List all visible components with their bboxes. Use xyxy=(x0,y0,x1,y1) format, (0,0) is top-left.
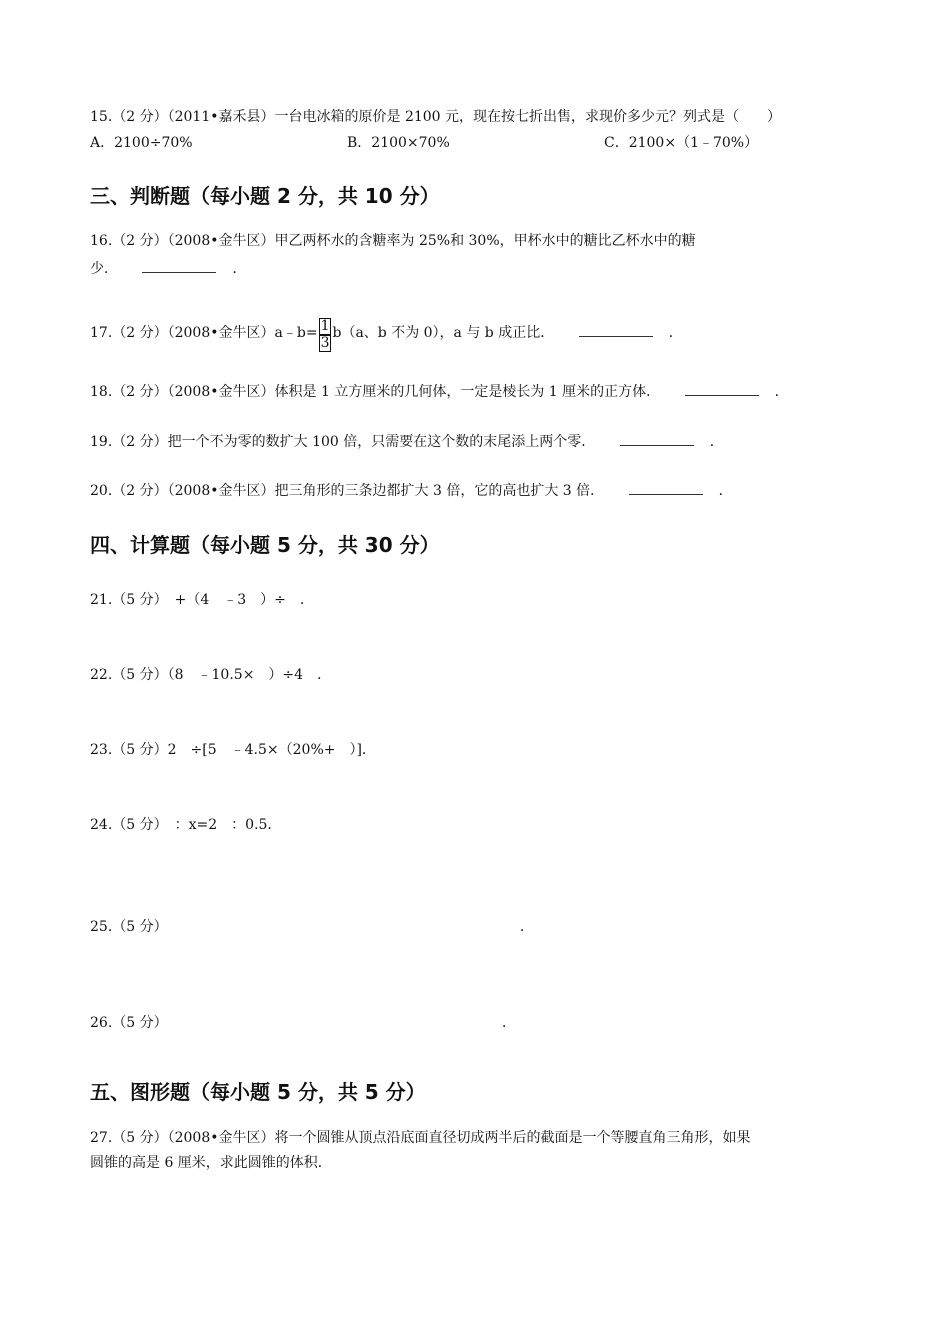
question-17 xyxy=(90,316,683,350)
question-18 xyxy=(90,382,789,401)
question-17-post: b（a、b 不为 0），a 与 b 成正比． xyxy=(332,325,555,341)
fraction-denominator: 3 xyxy=(320,335,330,351)
question-26-period: ． xyxy=(502,1015,516,1031)
section-4-heading: 四、计算题（每小题 5 分，共 30 分） xyxy=(90,533,440,557)
question-23: 23.（5 分）2 ÷[5 ﹣4.5×（20%+ ）]． xyxy=(90,742,376,758)
question-15-text: 15.（2 分）（2011•嘉禾县）一台电冰箱的原价是 2100 元，现在按七折出售，求现价多少元？列式是（ ） xyxy=(90,109,782,125)
answer-blank[interactable] xyxy=(620,432,694,446)
question-20 xyxy=(90,481,733,500)
answer-blank[interactable] xyxy=(142,259,216,273)
question-25-period: ． xyxy=(520,919,534,935)
answer-blank[interactable] xyxy=(685,382,759,396)
question-15-option-b: B．2100×70% xyxy=(347,135,450,151)
question-26: 26.（5 分） xyxy=(90,1015,168,1031)
period: ． xyxy=(709,434,724,450)
question-27-line1: 27.（5 分）（2008•金牛区）将一个圆锥从顶点沿底面直径切成两半后的截面是一个等腰直角三角形，如果 xyxy=(90,1130,751,1146)
fraction-numerator: 1 xyxy=(320,318,330,334)
question-19 xyxy=(90,432,724,451)
period: ． xyxy=(774,384,789,400)
question-21: 21.（5 分） +（4 ﹣3 ）÷ ． xyxy=(90,592,314,608)
section-3-heading: 三、判断题（每小题 2 分，共 10 分） xyxy=(90,184,440,208)
question-16-line1: 16.（2 分）（2008•金牛区）甲乙两杯水的含糖率为 25%和 30%，甲杯水中的糖比乙杯水中的糖 xyxy=(90,233,696,249)
question-25: 25.（5 分） xyxy=(90,919,168,935)
period: ． xyxy=(232,261,247,277)
answer-blank[interactable] xyxy=(579,323,653,337)
question-17-pre: 17.（2 分）（2008•金牛区）a﹣b= xyxy=(90,325,318,341)
section-5-heading: 五、图形题（每小题 5 分，共 5 分） xyxy=(90,1080,426,1104)
question-16-line2 xyxy=(90,259,246,278)
fraction xyxy=(319,318,332,352)
question-16-text-end: 少． xyxy=(90,261,118,277)
question-19-text: 19.（2 分）把一个不为零的数扩大 100 倍，只需要在这个数的末尾添上两个零． xyxy=(90,434,596,450)
question-15-option-c: C．2100×（1﹣70%） xyxy=(604,135,759,151)
question-24: 24.（5 分） ：x=2 ：0.5． xyxy=(90,817,282,833)
question-22: 22.（5 分）（8 ﹣10.5× ）÷4 ． xyxy=(90,667,332,683)
period: ． xyxy=(668,325,683,341)
question-18-text: 18.（2 分）（2008•金牛区）体积是 1 立方厘米的几何体，一定是棱长为 1 厘米的正方体． xyxy=(90,384,661,400)
question-20-text: 20.（2 分）（2008•金牛区）把三角形的三条边都扩大 3 倍，它的高也扩大 3 倍． xyxy=(90,483,605,499)
period: ． xyxy=(718,483,733,499)
answer-blank[interactable] xyxy=(629,481,703,495)
question-27-line2: 圆锥的高是 6 厘米，求此圆锥的体积． xyxy=(90,1155,332,1171)
question-15-option-a: A．2100÷70% xyxy=(90,135,193,151)
